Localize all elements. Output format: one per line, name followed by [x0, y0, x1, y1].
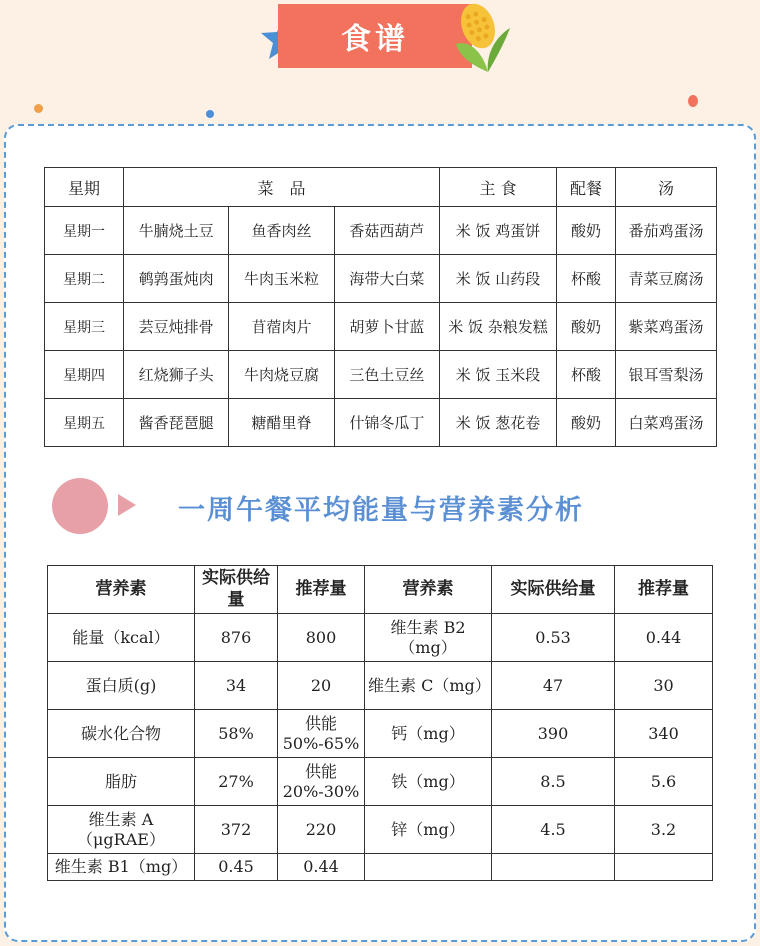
- nutrient-cell: 维生素 A（μgRAE）: [48, 806, 195, 854]
- dish-cell: 牛腩烧土豆: [124, 207, 229, 255]
- table-row: [45, 207, 717, 255]
- menu-table: [44, 167, 717, 447]
- actual-cell: 58%: [195, 710, 278, 758]
- day-cell: 星期五: [45, 399, 124, 447]
- nutrient-cell: [365, 854, 492, 881]
- header-soup: 汤: [616, 168, 717, 207]
- recommended-cell: 供能 20%-30%: [278, 758, 365, 806]
- dish-cell: 三色土豆丝: [334, 351, 439, 399]
- actual-cell: 876: [195, 614, 278, 662]
- table-row: [48, 758, 713, 806]
- nutrition-table: [47, 565, 713, 881]
- actual-cell: [492, 854, 615, 881]
- soup-cell: 白菜鸡蛋汤: [616, 399, 717, 447]
- staple-cell: 米 饭 玉米段: [440, 351, 557, 399]
- soup-cell: 紫菜鸡蛋汤: [616, 303, 717, 351]
- actual-cell: 8.5: [492, 758, 615, 806]
- table-row: [45, 351, 717, 399]
- section-title: 一周午餐平均能量与营养素分析: [178, 495, 584, 526]
- page-title: 食谱: [278, 4, 472, 68]
- side-cell: 杯酸: [557, 255, 616, 303]
- dish-cell: 鹌鹑蛋炖肉: [124, 255, 229, 303]
- table-row: [48, 854, 713, 881]
- actual-cell: 47: [492, 662, 615, 710]
- corn-icon: [448, 0, 518, 74]
- decor-dot: [688, 95, 698, 107]
- actual-cell: 4.5: [492, 806, 615, 854]
- header-side: 配餐: [557, 168, 616, 207]
- soup-cell: 番茄鸡蛋汤: [616, 207, 717, 255]
- header-day: 星期: [45, 168, 124, 207]
- section-arrow-icon: [118, 494, 136, 516]
- staple-cell: 米 饭 鸡蛋饼: [440, 207, 557, 255]
- nutrient-cell: 钙（mg）: [365, 710, 492, 758]
- header-staple: 主 食: [440, 168, 557, 207]
- day-cell: 星期一: [45, 207, 124, 255]
- table-row: [48, 662, 713, 710]
- dish-cell: 什锦冬瓜丁: [334, 399, 439, 447]
- dish-cell: 胡萝卜甘蓝: [334, 303, 439, 351]
- decor-dot: [206, 110, 214, 118]
- table-row: [48, 614, 713, 662]
- dish-cell: 牛肉烧豆腐: [229, 351, 334, 399]
- recommended-cell: 30: [615, 662, 713, 710]
- side-cell: 酸奶: [557, 207, 616, 255]
- decor-dot: [34, 104, 43, 113]
- dish-cell: 香菇西葫芦: [334, 207, 439, 255]
- side-cell: 酸奶: [557, 303, 616, 351]
- nutrient-cell: 铁（mg）: [365, 758, 492, 806]
- actual-cell: 390: [492, 710, 615, 758]
- side-cell: 酸奶: [557, 399, 616, 447]
- dish-cell: 苜蓿肉片: [229, 303, 334, 351]
- header-recommended: 推荐量: [278, 566, 365, 614]
- actual-cell: 0.45: [195, 854, 278, 881]
- table-header-row: [48, 566, 713, 614]
- header-actual: 实际供给量: [195, 566, 278, 614]
- recommended-cell: 340: [615, 710, 713, 758]
- header-recommended: 推荐量: [615, 566, 713, 614]
- actual-cell: 34: [195, 662, 278, 710]
- actual-cell: 27%: [195, 758, 278, 806]
- staple-cell: 米 饭 杂粮发糕: [440, 303, 557, 351]
- table-row: [45, 303, 717, 351]
- staple-cell: 米 饭 葱花卷: [440, 399, 557, 447]
- nutrient-cell: 锌（mg）: [365, 806, 492, 854]
- soup-cell: 银耳雪梨汤: [616, 351, 717, 399]
- nutrient-cell: 维生素 B1（mg）: [48, 854, 195, 881]
- recommended-cell: 20: [278, 662, 365, 710]
- dish-cell: 鱼香肉丝: [229, 207, 334, 255]
- nutrient-cell: 碳水化合物: [48, 710, 195, 758]
- day-cell: 星期四: [45, 351, 124, 399]
- header-nutrient: 营养素: [48, 566, 195, 614]
- table-row: [45, 255, 717, 303]
- nutrient-cell: 能量（kcal）: [48, 614, 195, 662]
- nutrient-cell: 维生素 B2（mg）: [365, 614, 492, 662]
- recommended-cell: 0.44: [615, 614, 713, 662]
- table-row: [48, 806, 713, 854]
- side-cell: 杯酸: [557, 351, 616, 399]
- recommended-cell: 5.6: [615, 758, 713, 806]
- dish-cell: 酱香琵琶腿: [124, 399, 229, 447]
- recommended-cell: [615, 854, 713, 881]
- actual-cell: 372: [195, 806, 278, 854]
- nutrient-cell: 维生素 C（mg）: [365, 662, 492, 710]
- day-cell: 星期三: [45, 303, 124, 351]
- actual-cell: 0.53: [492, 614, 615, 662]
- header-dishes: 菜 品: [124, 168, 440, 207]
- recommended-cell: 800: [278, 614, 365, 662]
- dish-cell: 红烧狮子头: [124, 351, 229, 399]
- dish-cell: 芸豆炖排骨: [124, 303, 229, 351]
- recommended-cell: 220: [278, 806, 365, 854]
- table-row: [45, 399, 717, 447]
- dish-cell: 糖醋里脊: [229, 399, 334, 447]
- section-circle-decor: [52, 478, 108, 534]
- soup-cell: 青菜豆腐汤: [616, 255, 717, 303]
- recommended-cell: 3.2: [615, 806, 713, 854]
- nutrient-cell: 脂肪: [48, 758, 195, 806]
- dish-cell: 牛肉玉米粒: [229, 255, 334, 303]
- table-header-row: [45, 168, 717, 207]
- table-row: [48, 710, 713, 758]
- recommended-cell: 0.44: [278, 854, 365, 881]
- header-nutrient: 营养素: [365, 566, 492, 614]
- staple-cell: 米 饭 山药段: [440, 255, 557, 303]
- nutrient-cell: 蛋白质(g): [48, 662, 195, 710]
- header-actual: 实际供给量: [492, 566, 615, 614]
- dish-cell: 海带大白菜: [334, 255, 439, 303]
- day-cell: 星期二: [45, 255, 124, 303]
- recommended-cell: 供能 50%-65%: [278, 710, 365, 758]
